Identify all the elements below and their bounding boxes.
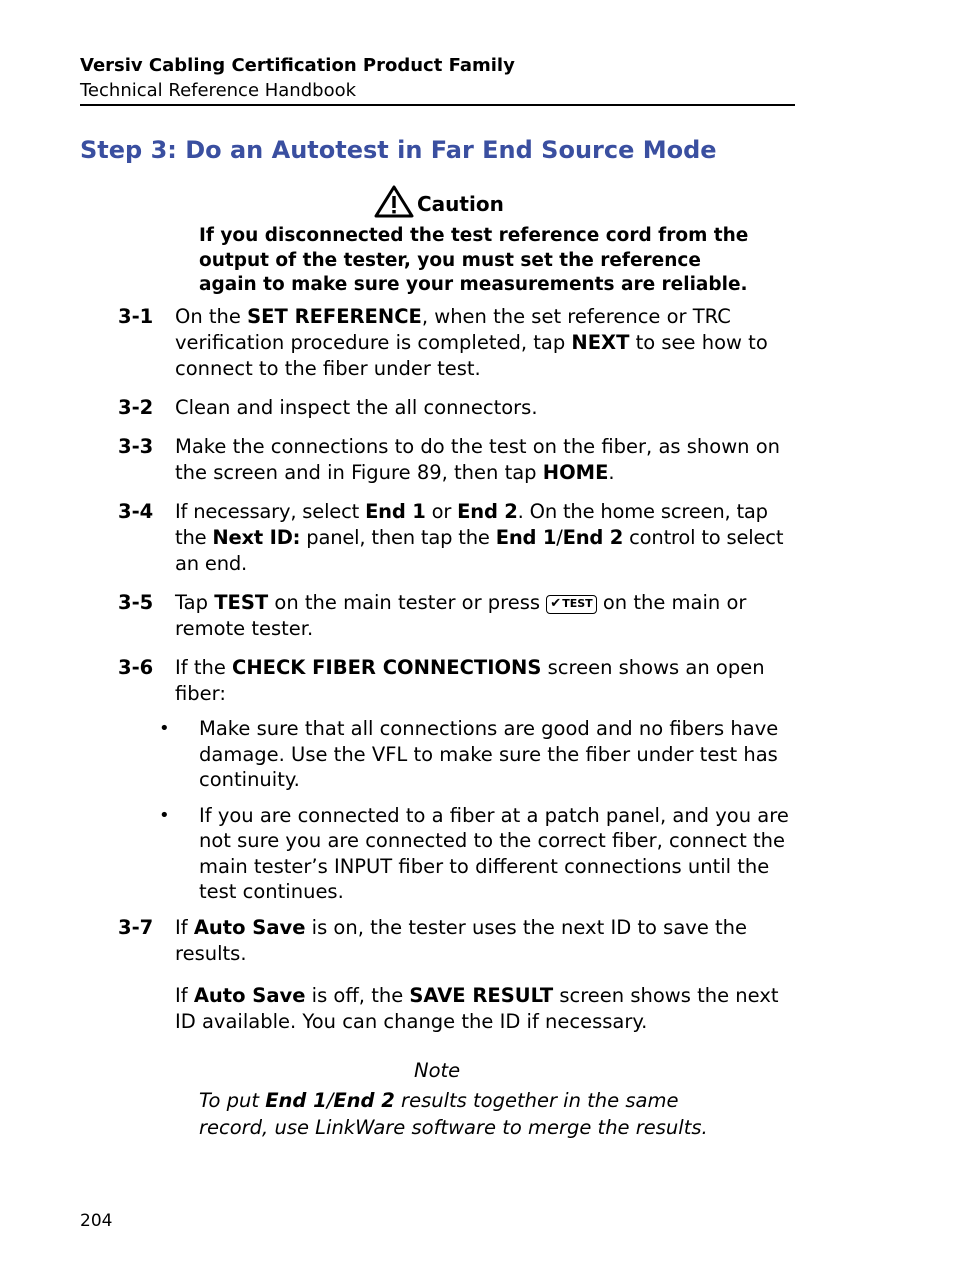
step-text <box>175 915 795 967</box>
text: on the main tester or press <box>268 591 547 614</box>
step-3-6 <box>118 655 798 707</box>
text: is off, the <box>305 983 410 1007</box>
text: On the <box>175 305 248 328</box>
text: or <box>425 500 458 523</box>
ui-term: End 2 <box>562 526 624 549</box>
section-title: Step 3: Do an Autotest in Far End Source Mode <box>80 136 717 164</box>
header-product-title: Versiv Cabling Certification Product Family <box>80 55 515 76</box>
step-text <box>175 434 795 486</box>
caution-text: If you disconnected the test reference cord from the output of the tester, you must set the reference again to make sure your measurements are reliable. <box>199 225 749 295</box>
text: , when the set reference or TRC verification procedure is completed, tap <box>175 305 731 354</box>
warning-triangle-icon <box>374 185 414 222</box>
bullet-list <box>118 716 798 905</box>
step-3-2 <box>118 395 798 421</box>
text: panel, then tap the <box>300 526 496 549</box>
text: Make the connections to do the test on the fiber, as shown on the screen and in Figure 89, then tap <box>175 435 781 484</box>
bullet-item: • If you are connected to a fiber at a patch panel, and you are not sure you are connected to the correct fiber, connect the main tester’s INPUT fiber to different connections until the test continues. <box>118 803 799 905</box>
step-list <box>118 304 798 1035</box>
checkmark-icon: ✔ <box>550 596 562 611</box>
text: If <box>175 915 194 939</box>
step-number: 3-2 <box>118 396 154 419</box>
test-key-label: TEST <box>562 597 593 610</box>
header-rule <box>80 104 795 106</box>
ui-term: CHECK FIBER CONNECTIONS <box>232 656 542 679</box>
caution-heading <box>374 185 504 222</box>
step-number: 3-6 <box>118 656 154 679</box>
step-number: 3-1 <box>118 305 154 328</box>
step-text: Clean and inspect the all connectors. <box>175 396 538 419</box>
text: . On the home screen, tap the <box>175 500 768 549</box>
step-number: 3-5 <box>118 591 154 614</box>
note-text <box>199 1088 709 1141</box>
step-number: 3-3 <box>118 435 154 458</box>
text: / <box>556 526 563 549</box>
text: screen shows an open fiber: <box>175 656 765 705</box>
ui-term: HOME <box>542 461 609 484</box>
ui-term: Auto Save <box>193 915 306 939</box>
ui-term: End 1 <box>365 500 426 523</box>
step-text <box>175 304 795 382</box>
step-text <box>175 499 795 577</box>
ui-term: End 1 <box>265 1089 327 1112</box>
page-number: 204 <box>80 1211 113 1231</box>
step-3-3 <box>118 434 798 486</box>
caution-label: Caution <box>417 191 504 216</box>
text: screen shows the next ID available. You can change the ID if necessary. <box>175 983 779 1033</box>
ui-term: End 1 <box>495 526 557 549</box>
step-3-5 <box>118 590 798 642</box>
text: to see how to connect to the fiber under test. <box>175 331 768 380</box>
autosave-paragraph <box>175 983 795 1035</box>
text: results together in the same record, use LinkWare software to merge the results. <box>199 1089 708 1139</box>
text: is on, the tester uses the next ID to save the results. <box>175 915 748 965</box>
text: control to select an end. <box>175 526 784 575</box>
step-number: 3-7 <box>118 915 154 939</box>
step-number: 3-4 <box>118 500 154 523</box>
ui-term: Next ID: <box>212 526 301 549</box>
text: on the main or remote tester. <box>175 591 747 640</box>
ui-term: End 2 <box>333 1089 395 1112</box>
ui-term: SET REFERENCE <box>247 305 422 328</box>
ui-term: TEST <box>214 591 269 614</box>
step-3-7 <box>118 915 798 967</box>
step-text <box>175 655 795 707</box>
ui-term: SAVE RESULT <box>409 983 554 1007</box>
note-label: Note <box>414 1059 461 1082</box>
text: . <box>608 461 615 484</box>
test-key-icon <box>546 595 596 614</box>
text: If necessary, select <box>175 500 366 523</box>
step-3-1 <box>118 304 798 382</box>
step-3-4 <box>118 499 798 577</box>
text: If the <box>175 656 233 679</box>
ui-term: Auto Save <box>193 983 306 1007</box>
text: / <box>326 1089 334 1112</box>
text: Tap <box>175 591 215 614</box>
step-text <box>175 590 795 642</box>
ui-term: End 2 <box>457 500 518 523</box>
text: If <box>175 983 194 1007</box>
header-subtitle: Technical Reference Handbook <box>80 80 357 101</box>
bullet-item: • Make sure that all connections are good and no fibers have damage. Use the VFL to make sure the fiber under test has continuity. <box>118 716 799 793</box>
ui-term: NEXT <box>571 331 630 354</box>
text: To put <box>199 1089 266 1112</box>
